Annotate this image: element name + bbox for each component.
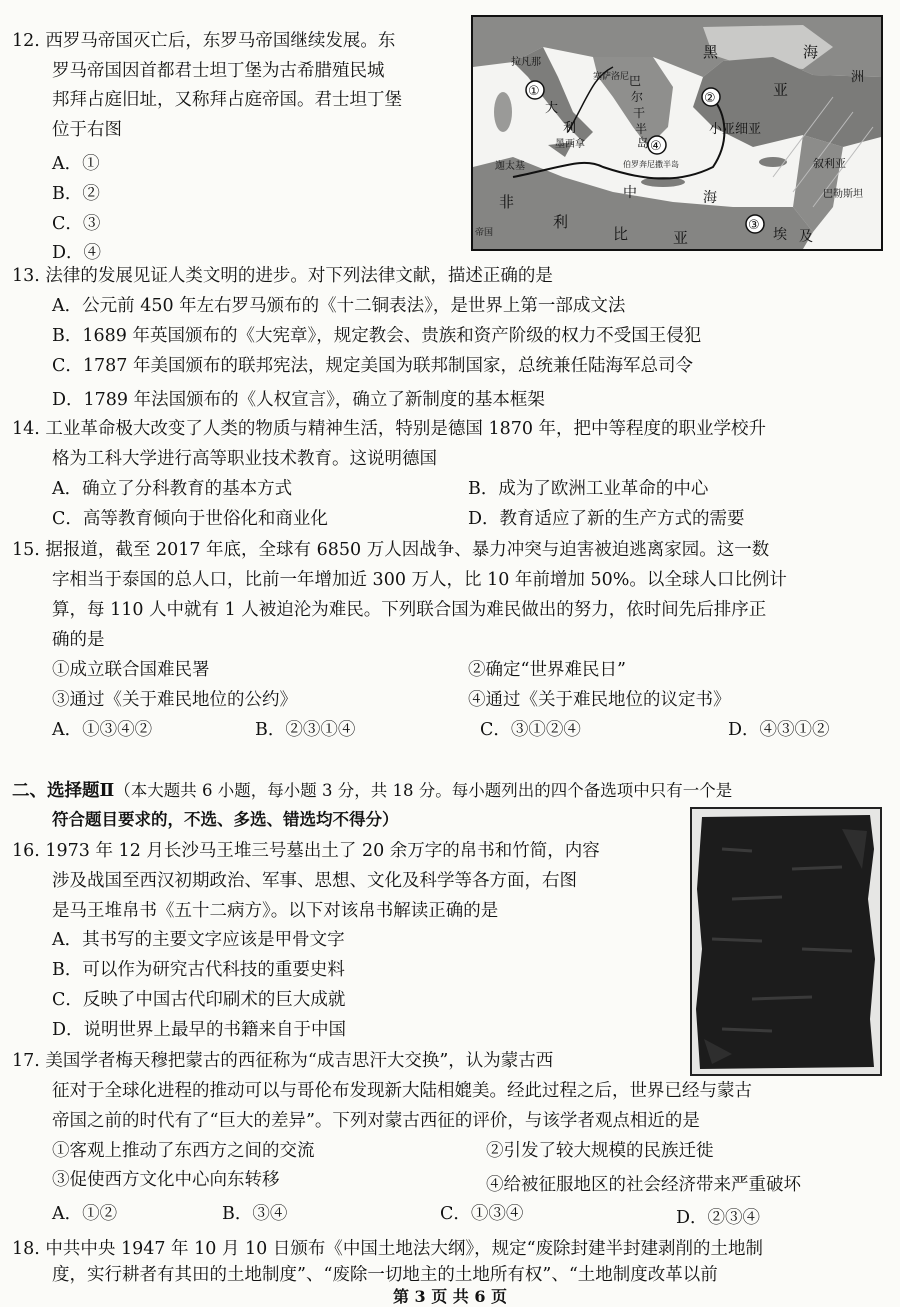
q13-option-a[interactable]: A．公元前 450 年左右罗马颁布的《十二铜表法》，是世界上第一部成文法 bbox=[52, 296, 626, 316]
map-label-mediterranean-1: 中 bbox=[623, 185, 637, 201]
q15-option-a[interactable]: A．①③④② bbox=[52, 720, 153, 740]
map-label-empire: 帝国 bbox=[475, 228, 494, 238]
q17-stem-line-1: 17. 美国学者梅天穆把蒙古的西征称为“成吉思汗大交换”，认为蒙古西 bbox=[12, 1051, 554, 1071]
q13-option-b[interactable]: B．1689 年英国颁布的《大宪章》，规定教会、贵族和资产阶级的权力不受国王侵犯 bbox=[52, 326, 702, 346]
q13-stem: 13. 法律的发展见证人类文明的进步。对下列法律文献，描述正确的是 bbox=[12, 266, 553, 286]
map-marker-1: ① bbox=[528, 84, 540, 99]
q14-stem-line-2: 格为工科大学进行高等职业技术教育。这说明德国 bbox=[52, 449, 437, 469]
map-marker-3: ③ bbox=[748, 218, 760, 233]
map-label-palestine: 巴勒斯坦 bbox=[823, 189, 863, 200]
map-label-africa-4: 亚 bbox=[673, 229, 689, 247]
q15-stem-line-1: 15. 据报道，截至 2017 年底，全球有 6850 万人因战争、暴力冲突与迫害被迫逃离家园。这一数 bbox=[12, 540, 770, 560]
map-label-asia: 亚 bbox=[773, 81, 789, 99]
q13-option-c[interactable]: C．1787 年美国颁布的联邦宪法，规定美国为联邦制国家，总统兼任陆海军总司令 bbox=[52, 356, 693, 376]
q17-item-4: ④给被征服地区的社会经济带来严重破坏 bbox=[486, 1175, 801, 1195]
map-label-ravenna: 拉凡那 bbox=[511, 57, 541, 68]
q15-item-1: ①成立联合国难民署 bbox=[52, 660, 210, 680]
q15-stem-line-2: 字相当于泰国的总人口，比前一年增加近 300 万人，比 10 年前增加 50%。以全球人口比例计 bbox=[52, 570, 787, 590]
map-label-black-sea-2: 海 bbox=[803, 43, 819, 61]
map-label-italy-1: 大 bbox=[545, 101, 559, 116]
q16-option-a[interactable]: A．其书写的主要文字应该是甲骨文字 bbox=[52, 930, 345, 950]
q15-option-b[interactable]: B．②③①④ bbox=[255, 720, 356, 740]
map-label-balkan-4: 半 bbox=[635, 122, 648, 136]
silk-manuscript-svg bbox=[692, 809, 880, 1074]
page-footer: 第 3 页 共 6 页 bbox=[392, 1287, 508, 1306]
q14-option-d[interactable]: D．教育适应了新的生产方式的需要 bbox=[468, 509, 745, 529]
map-label-mediterranean-2: 海 bbox=[703, 190, 717, 206]
map-label-asia-minor: 小亚细亚 bbox=[709, 122, 762, 137]
q16-stem-line-3: 是马王堆帛书《五十二病方》。以下对该帛书解读正确的是 bbox=[52, 901, 499, 921]
q17-option-a[interactable]: A．①② bbox=[52, 1204, 118, 1224]
map-label-balkan-2: 尔 bbox=[631, 90, 644, 104]
map-label-italy-2: 利 bbox=[563, 121, 577, 136]
byzantine-map-svg bbox=[473, 17, 881, 249]
map-label-balkan-5: 岛 bbox=[637, 136, 650, 150]
map-label-thessaloniki: 塞萨洛尼 bbox=[593, 72, 630, 82]
q14-option-b[interactable]: B．成为了欧洲工业革命的中心 bbox=[468, 479, 709, 499]
q15-item-4: ④通过《关于难民地位的议定书》 bbox=[468, 690, 731, 710]
q15-option-c[interactable]: C．③①②④ bbox=[480, 720, 581, 740]
map-label-carthage: 迦太基 bbox=[495, 161, 525, 172]
q17-item-2: ②引发了较大规模的民族迁徙 bbox=[486, 1141, 714, 1161]
map-label-egypt-2: 及 bbox=[799, 229, 813, 245]
q15-stem-line-3: 算，每 110 人中就有 1 人被迫沦为难民。下列联合国为难民做出的努力，依时间先后排序正 bbox=[52, 600, 767, 620]
q17-option-d[interactable]: D．②③④ bbox=[676, 1208, 761, 1228]
byzantine-map bbox=[471, 15, 883, 251]
section-2-desc-2: 符合题目要求的，不选、多选、错选均不得分） bbox=[52, 810, 399, 829]
map-marker-2: ② bbox=[704, 91, 716, 106]
map-label-zhou: 洲 bbox=[851, 70, 865, 85]
q15-item-3: ③通过《关于难民地位的公约》 bbox=[52, 690, 297, 710]
q12-stem-line-4: 位于右图 bbox=[52, 120, 122, 140]
q16-stem-line-1: 16. 1973 年 12 月长沙马王堆三号墓出土了 20 余万字的帛书和竹简，内容 bbox=[12, 841, 600, 861]
silk-manuscript-image bbox=[690, 807, 882, 1076]
q17-item-3: ③促使西方文化中心向东转移 bbox=[52, 1170, 280, 1190]
map-label-africa-1: 非 bbox=[499, 193, 515, 211]
q15-option-d[interactable]: D．④③①② bbox=[728, 720, 830, 740]
q12-option-b[interactable]: B．② bbox=[52, 184, 100, 204]
q12-stem-line-3: 邦拜占庭旧址，又称拜占庭帝国。君士坦丁堡 bbox=[52, 90, 402, 110]
map-label-africa-2: 利 bbox=[553, 213, 569, 231]
q14-stem-line-1: 14. 工业革命极大改变了人类的物质与精神生活，特别是德国 1870 年，把中等程度的职业学校升 bbox=[12, 419, 767, 439]
q14-option-a[interactable]: A．确立了分科教育的基本方式 bbox=[52, 479, 293, 499]
q17-stem-line-3: 帝国之前的时代有了“巨大的差异”。下列对蒙古西征的评价，与该学者观点相近的是 bbox=[52, 1111, 700, 1131]
q15-stem-line-4: 确的是 bbox=[52, 630, 105, 650]
q16-option-b[interactable]: B．可以作为研究古代科技的重要史料 bbox=[52, 960, 345, 980]
q16-option-d[interactable]: D．说明世界上最早的书籍来自于中国 bbox=[52, 1020, 347, 1040]
q18-stem-line-1: 18. 中共中央 1947 年 10 月 10 日颁布《中国土地法大纲》，规定“废除封建半封建剥削的土地制 bbox=[12, 1239, 764, 1259]
q12-option-d[interactable]: D．④ bbox=[52, 243, 102, 263]
map-label-black-sea-1: 黑 bbox=[703, 43, 719, 61]
section-2-title: 二、选择题Ⅱ bbox=[12, 781, 115, 801]
map-label-africa-3: 比 bbox=[613, 225, 629, 243]
q12-option-c[interactable]: C．③ bbox=[52, 214, 101, 234]
map-label-syria: 叙利亚 bbox=[813, 157, 846, 170]
map-label-peloponnese: 伯罗奔尼撒半岛 bbox=[623, 160, 679, 169]
q17-stem-line-2: 征对于全球化进程的推动可以与哥伦布发现新大陆相媲美。经此过程之后，世界已经与蒙古 bbox=[52, 1081, 752, 1101]
q12-stem-line-1: 12. 西罗马帝国灭亡后，东罗马帝国继续发展。东 bbox=[12, 31, 396, 51]
section-2-desc-1: （本大题共 6 小题，每小题 3 分，共 18 分。每小题列出的四个备选项中只有一个是 bbox=[114, 781, 733, 800]
q17-option-b[interactable]: B．③④ bbox=[222, 1204, 288, 1224]
map-label-egypt-1: 埃 bbox=[773, 227, 787, 243]
map-marker-4: ④ bbox=[650, 139, 662, 154]
q12-option-a[interactable]: A．① bbox=[52, 154, 100, 174]
map-label-balkan-3: 干 bbox=[633, 106, 646, 120]
q15-item-2: ②确定“世界难民日” bbox=[468, 660, 626, 680]
q16-option-c[interactable]: C．反映了中国古代印刷术的巨大成就 bbox=[52, 990, 346, 1010]
q18-stem-line-2: 度，实行耕者有其田的土地制度”、“废除一切地主的土地所有权”、“土地制度改革以前 bbox=[52, 1265, 718, 1285]
q13-option-d[interactable]: D．1789 年法国颁布的《人权宣言》，确立了新制度的基本框架 bbox=[52, 390, 545, 410]
q16-stem-line-2: 涉及战国至西汉初期政治、军事、思想、文化及科学等各方面，右图 bbox=[52, 871, 577, 891]
map-label-balkan-1: 巴 bbox=[629, 74, 642, 88]
q17-option-c[interactable]: C．①③④ bbox=[440, 1204, 524, 1224]
map-label-messina: 墨西拿 bbox=[555, 139, 585, 150]
q12-stem-line-2: 罗马帝国因首都君士坦丁堡为古希腊殖民城 bbox=[52, 61, 385, 81]
q17-item-1: ①客观上推动了东西方之间的交流 bbox=[52, 1141, 315, 1161]
q14-option-c[interactable]: C．高等教育倾向于世俗化和商业化 bbox=[52, 509, 328, 529]
section-2-header-line-1 bbox=[12, 780, 732, 802]
